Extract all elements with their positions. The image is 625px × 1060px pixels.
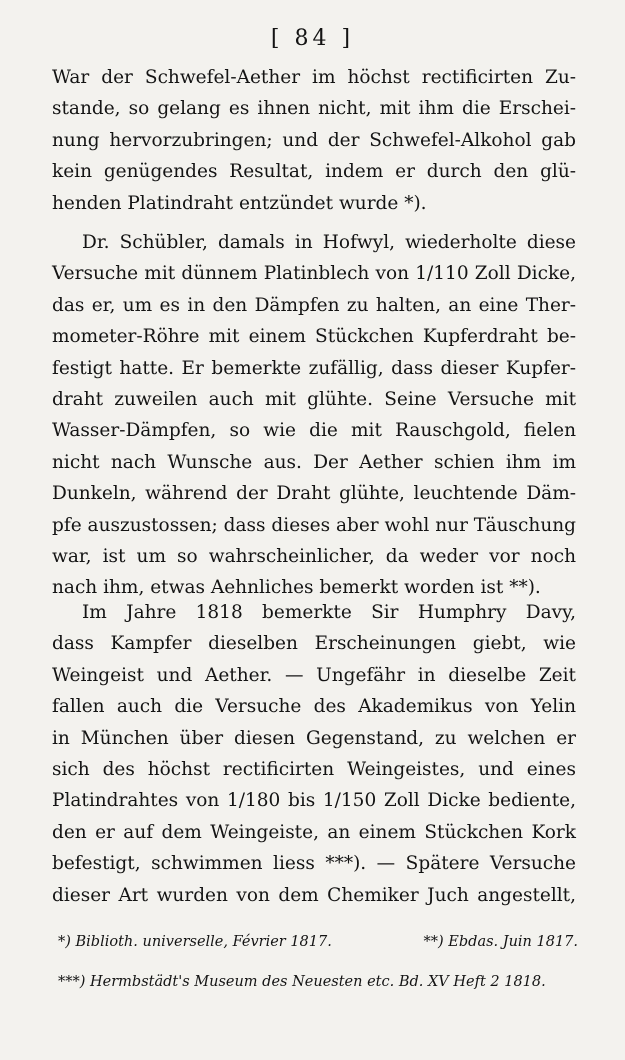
text-line: dass Kampfer dieselben Erscheinungen giebt, wie bbox=[52, 633, 576, 655]
text-line: stande, so gelang es ihnen nicht, mit ihm die Erschei- bbox=[52, 98, 576, 120]
text-line: den er auf dem Weingeiste, an einem Stückchen Kork bbox=[52, 821, 576, 843]
text-line: henden Platindraht entzündet wurde *). bbox=[52, 192, 427, 214]
page-number: [ 84 ] bbox=[270, 26, 355, 51]
text-line: draht zuweilen auch mit glühte. Seine Versuche mit bbox=[52, 388, 576, 410]
text-line: Im Jahre 1818 bemerkte Sir Humphry Davy, bbox=[82, 602, 576, 623]
text-line: das er, um es in den Dämpfen zu halten, an eine Ther- bbox=[52, 294, 576, 316]
text-line: Dr. Schübler, damals in Hofwyl, wiederholte diese bbox=[82, 232, 576, 253]
text-line: mometer-Röhre mit einem Stückchen Kupferdraht be- bbox=[52, 326, 576, 348]
text-line: fallen auch die Versuche des Akademikus von Yelin bbox=[52, 696, 576, 718]
text-line: nicht nach Wunsche aus. Der Aether schien ihm im bbox=[52, 451, 576, 473]
text-line: Dunkeln, während der Draht glühte, leuchtende Däm- bbox=[52, 483, 576, 505]
paragraph-3 bbox=[52, 597, 576, 911]
text-line: kein genügendes Resultat, indem er durch den glü- bbox=[52, 161, 576, 183]
text-line: festigt hatte. Er bemerkte zufällig, dass dieser Kupfer- bbox=[52, 357, 576, 379]
text-line: Wasser-Dämpfen, so wie die mit Rauschgold, fielen bbox=[52, 420, 576, 442]
text-line: Versuche mit dünnem Platinblech von 1/110 Zoll Dicke, bbox=[52, 263, 576, 285]
text-line: war, ist um so wahrscheinlicher, da weder vor noch bbox=[52, 545, 576, 567]
text-line: pfe auszustossen; dass dieses aber wohl nur Täuschung bbox=[52, 514, 576, 536]
text-line: in München über diesen Gegenstand, zu welchen er bbox=[52, 727, 576, 749]
text-line: sich des höchst rectificirten Weingeistes, und eines bbox=[52, 758, 576, 780]
footnote-row bbox=[58, 934, 578, 950]
footnote-2: **) Ebdas. Juin 1817. bbox=[423, 934, 578, 950]
text-line: befestigt, schwimmen liess ***). — Spätere Versuche bbox=[52, 853, 576, 875]
paragraph-2 bbox=[52, 227, 576, 604]
text-line: nach ihm, etwas Aehnliches bemerkt worden ist **). bbox=[52, 577, 541, 599]
text-line: dieser Art wurden von dem Chemiker Juch angestellt, bbox=[52, 884, 576, 906]
footnote-1: *) Biblioth. universelle, Février 1817. bbox=[58, 934, 332, 950]
text-line: War der Schwefel-Aether im höchst rectificirten Zu- bbox=[52, 67, 576, 88]
text-line: nung hervorzubringen; und der Schwefel-Alkohol gab bbox=[52, 129, 576, 151]
paragraph-1 bbox=[52, 62, 576, 219]
text-line: Platindrahtes von 1/180 bis 1/150 Zoll Dicke bediente, bbox=[52, 790, 576, 812]
footnote-3: ***) Hermbstädt's Museum des Neuesten etc. Bd. XV Heft 2 1818. bbox=[58, 974, 546, 990]
text-line: Weingeist und Aether. — Ungefähr in dieselbe Zeit bbox=[52, 664, 576, 686]
